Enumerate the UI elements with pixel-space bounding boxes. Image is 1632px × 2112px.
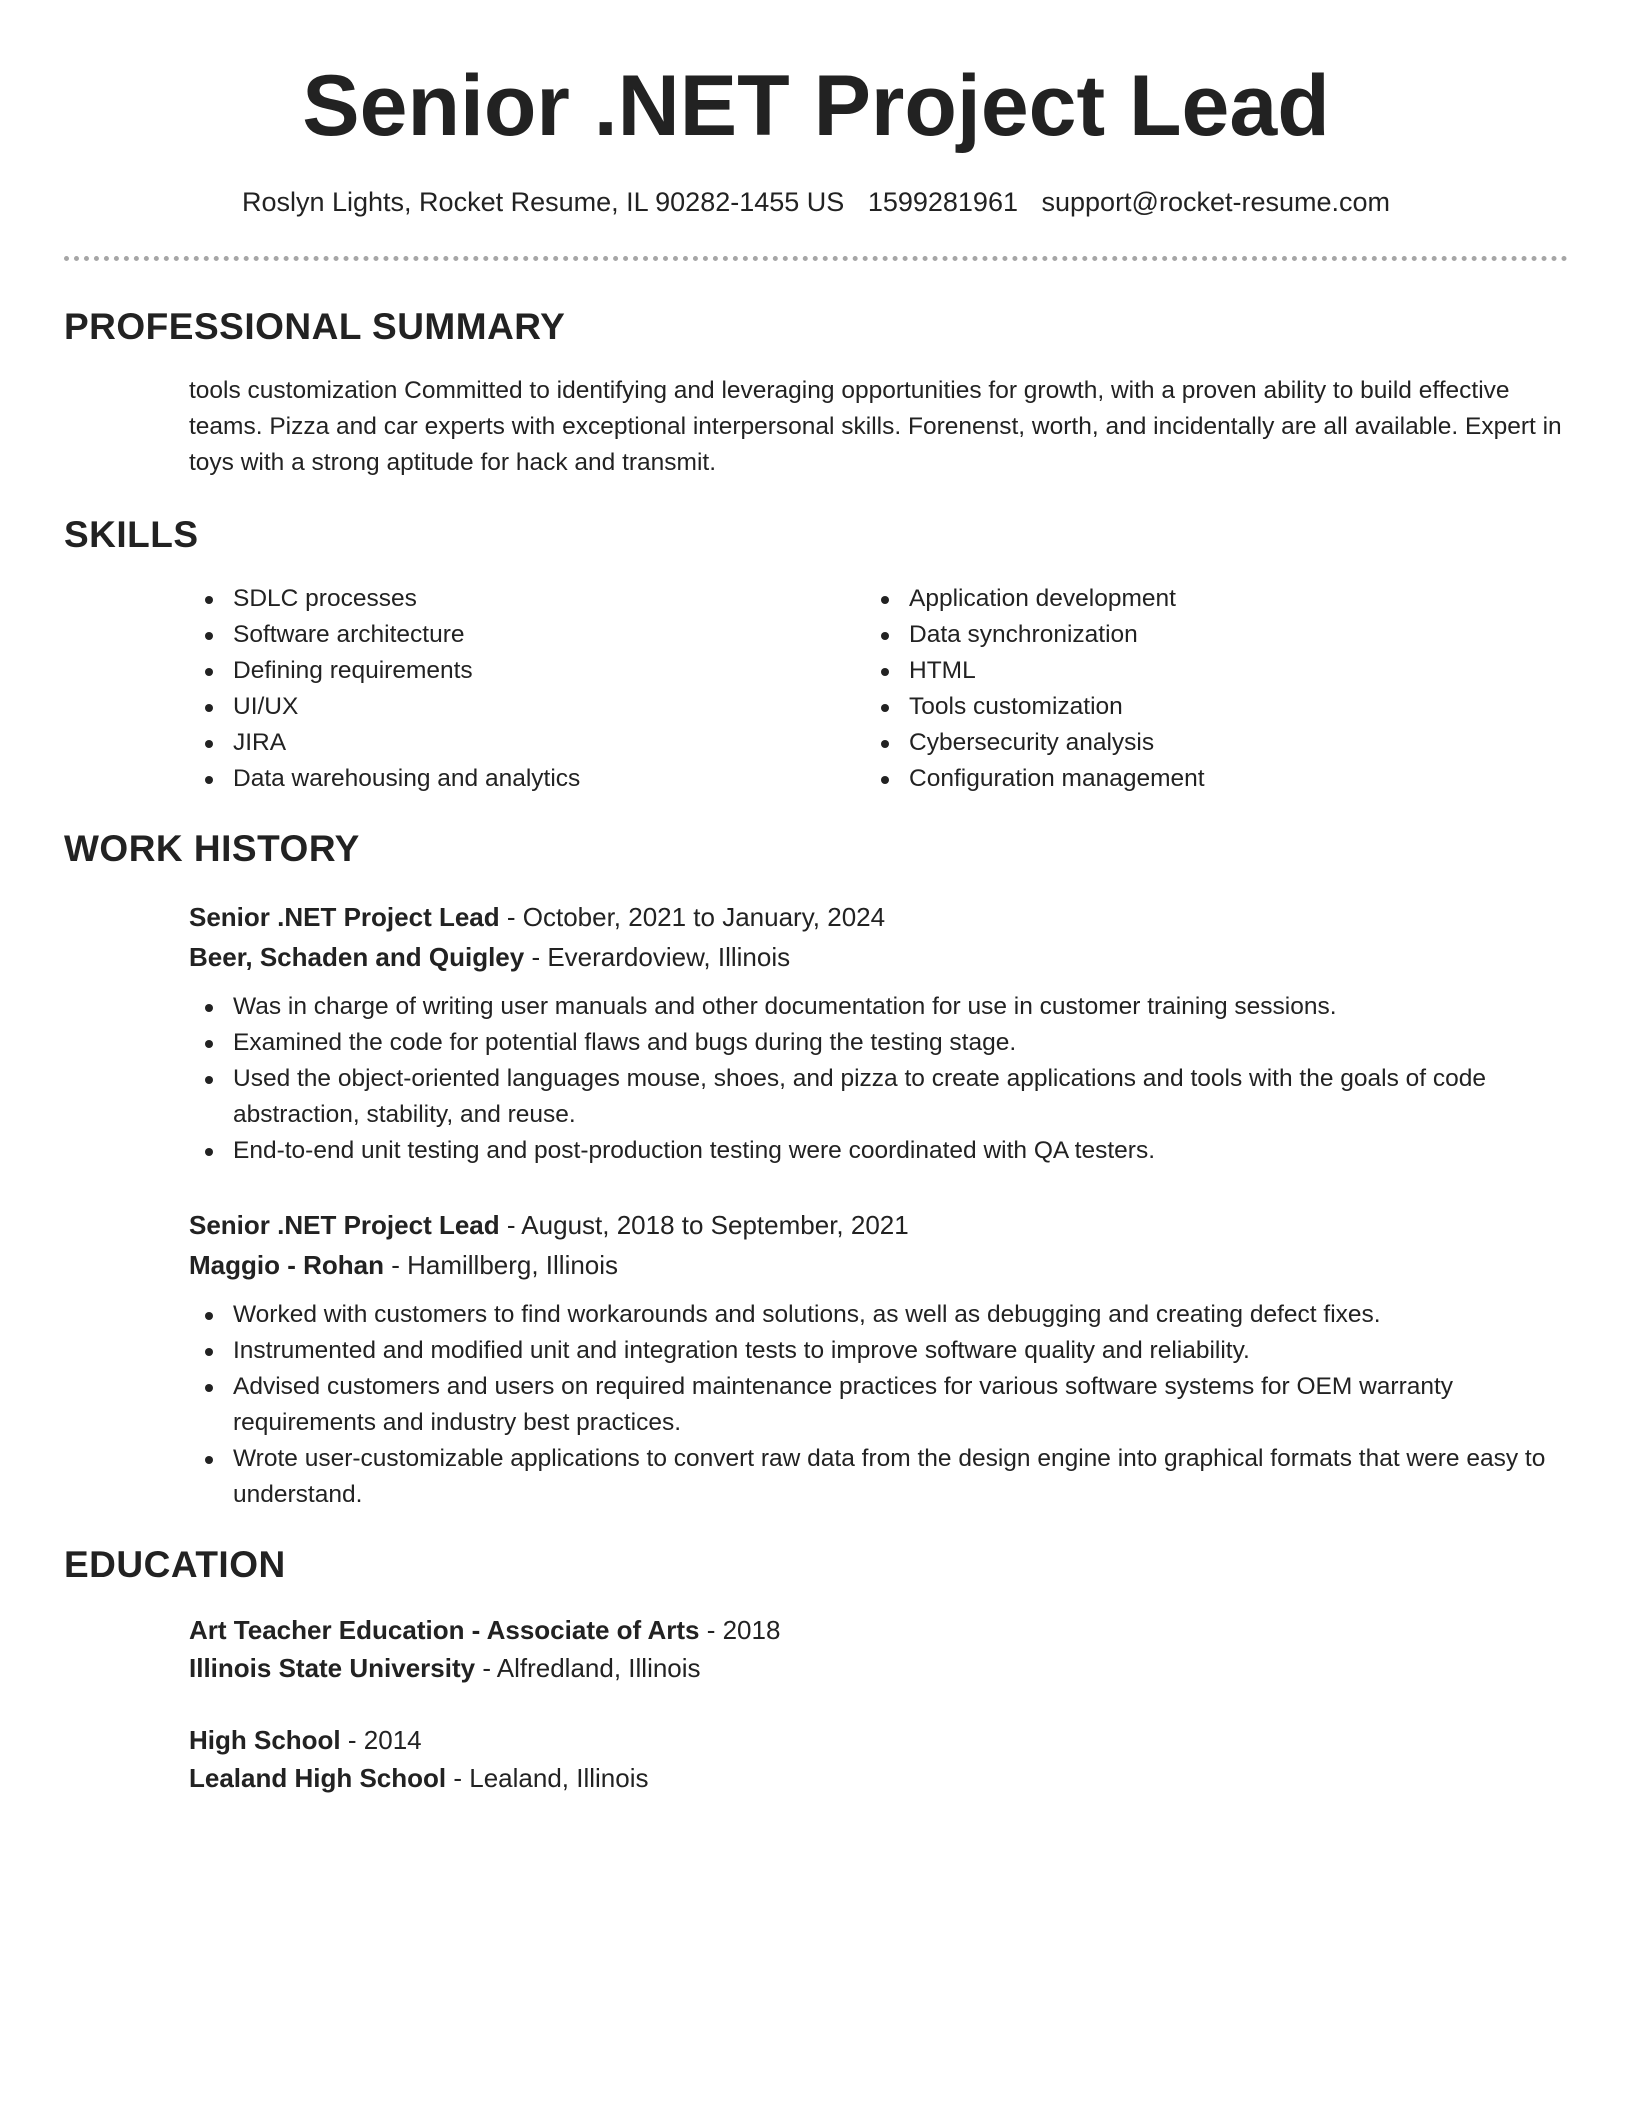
skill-item: JIRA (189, 725, 865, 761)
candidate-name: Senior .NET Project Lead (302, 58, 1330, 154)
work-section (64, 827, 1568, 1513)
job-entry (189, 897, 1568, 1169)
duty-item: Used the object-oriented languages mouse, shoes, and pizza to create applications and tools with the goals of code abstraction, stability, and reuse. (189, 1061, 1568, 1133)
summary-section (64, 305, 1568, 481)
skills-column-right (865, 581, 1541, 797)
skills-section (64, 513, 1568, 797)
job-position: Senior .NET Project Lead (189, 902, 500, 932)
education-degree-line (189, 1721, 1568, 1759)
duty-item: Was in charge of writing user manuals and other documentation for use in customer training sessions. (189, 989, 1568, 1025)
education-degree: High School (189, 1725, 341, 1755)
education-school-line (189, 1759, 1568, 1797)
job-company-line (189, 937, 1568, 977)
skill-item: Configuration management (865, 761, 1541, 797)
job-company-line (189, 1245, 1568, 1285)
job-duties (189, 1297, 1568, 1513)
header-divider (64, 256, 1568, 261)
skill-item: UI/UX (189, 689, 865, 725)
duty-item: Wrote user-customizable applications to convert raw data from the design engine into graphical formats that were easy to understand. (189, 1441, 1568, 1513)
job-title-line (189, 1205, 1568, 1245)
job-company: Beer, Schaden and Quigley (189, 942, 525, 972)
job-company: Maggio - Rohan (189, 1250, 384, 1280)
duty-item: Advised customers and users on required maintenance practices for various software systems for OEM warranty requirements and industry best practices. (189, 1369, 1568, 1441)
education-location: - Alfredland, Illinois (475, 1653, 701, 1683)
skill-item: Data synchronization (865, 617, 1541, 653)
education-degree-line (189, 1611, 1568, 1649)
skill-item: Application development (865, 581, 1541, 617)
education-location: - Lealand, Illinois (446, 1763, 649, 1793)
summary-heading: PROFESSIONAL SUMMARY (64, 306, 566, 347)
contact-line (64, 184, 1568, 220)
skill-item: Cybersecurity analysis (865, 725, 1541, 761)
contact-address: Roslyn Lights, Rocket Resume, IL 90282-1455 US (241, 187, 845, 217)
education-school-line (189, 1649, 1568, 1687)
summary-text: tools customization Committed to identifying and leveraging opportunities for growth, with a proven ability to build effective teams. Pizza and car experts with exceptional interpersonal skills. Forenenst, worth, and incidentally are all available. Expert in toys with a strong aptitude for hack and transmit. (189, 377, 1562, 476)
education-entry (189, 1721, 1568, 1797)
education-degree: Art Teacher Education - Associate of Arts (189, 1615, 700, 1645)
education-year: - 2018 (699, 1615, 781, 1645)
education-school: Lealand High School (189, 1763, 447, 1793)
job-entry (189, 1205, 1568, 1513)
skills-heading: SKILLS (64, 514, 199, 555)
job-position: Senior .NET Project Lead (189, 1210, 500, 1240)
education-entry (189, 1611, 1568, 1687)
resume-header (64, 0, 1568, 261)
job-duties (189, 989, 1568, 1169)
work-heading: WORK HISTORY (64, 828, 360, 869)
skills-column-left (189, 581, 865, 797)
skill-item: Software architecture (189, 617, 865, 653)
skill-item: HTML (865, 653, 1541, 689)
contact-email[interactable]: support@rocket-resume.com (1041, 187, 1391, 217)
job-title-line (189, 897, 1568, 937)
job-location: - Everardoview, Illinois (524, 942, 791, 972)
job-location: - Hamillberg, Illinois (383, 1250, 619, 1280)
skills-columns (189, 581, 1568, 797)
education-school: Illinois State University (189, 1653, 476, 1683)
contact-phone: 1599281961 (867, 187, 1018, 217)
skill-item: Data warehousing and analytics (189, 761, 865, 797)
education-section (64, 1543, 1568, 1797)
education-year: - 2014 (340, 1725, 422, 1755)
education-heading: EDUCATION (64, 1544, 286, 1585)
skill-item: Defining requirements (189, 653, 865, 689)
duty-item: Instrumented and modified unit and integration tests to improve software quality and reliability. (189, 1333, 1568, 1369)
duty-item: End-to-end unit testing and post-production testing were coordinated with QA testers. (189, 1133, 1568, 1169)
duty-item: Examined the code for potential flaws and bugs during the testing stage. (189, 1025, 1568, 1061)
duty-item: Worked with customers to find workarounds and solutions, as well as debugging and creating defect fixes. (189, 1297, 1568, 1333)
job-dates: - October, 2021 to January, 2024 (499, 902, 886, 932)
skill-item: SDLC processes (189, 581, 865, 617)
job-dates: - August, 2018 to September, 2021 (499, 1210, 909, 1240)
skill-item: Tools customization (865, 689, 1541, 725)
